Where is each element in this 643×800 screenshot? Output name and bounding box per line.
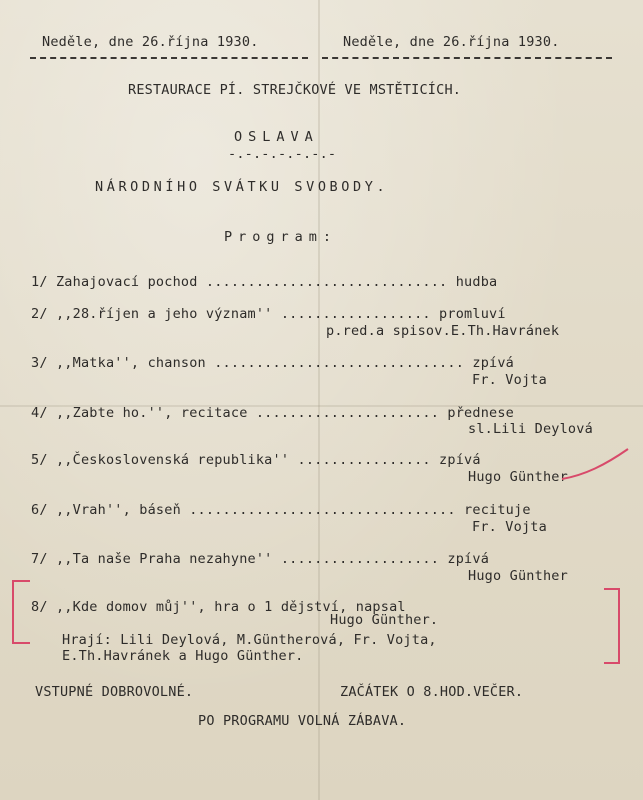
program-item-3-performer: Fr. Vojta <box>472 372 547 388</box>
program-item-2-performer: p.red.a spisov.E.Th.Havránek <box>326 323 560 339</box>
program-item-6: 6/ ,,Vrah'', báseň ................................ recituje <box>31 502 531 518</box>
program-item-2: 2/ ,,28.říjen a jeho význam'' .................. promluví <box>31 306 506 322</box>
program-item-8-cast: Hrají: Lili Deylová, M.Güntherová, Fr. Vojta, <box>62 632 437 648</box>
program-item-3: 3/ ,,Matka'', chanson .............................. zpívá <box>31 355 515 371</box>
program-item-8-cast-cont: E.Th.Havránek a Hugo Günther. <box>62 648 304 664</box>
date-right-underline <box>322 57 612 59</box>
date-right: Neděle, dne 26.října 1930. <box>343 34 560 50</box>
program-item-1: 1/ Zahajovací pochod ............................. hudba <box>31 274 498 290</box>
program-item-8-author: Hugo Günther. <box>330 612 439 628</box>
program-item-5: 5/ ,,Československá republika'' ................ zpívá <box>31 452 481 468</box>
program-item-7-performer: Hugo Günther <box>468 568 568 584</box>
paper-fold-vertical <box>318 0 320 800</box>
event-title: OSLAVA <box>234 129 319 145</box>
date-left-underline <box>30 57 308 59</box>
event-subtitle: NÁRODNÍHO SVÁTKU SVOBODY. <box>95 179 389 195</box>
red-bracket-right <box>604 588 620 664</box>
program-item-4: 4/ ,,Zabte ho.'', recitace ...................... přednese <box>31 405 515 421</box>
start-time-text: ZAČÁTEK O 8.HOD.VEČER. <box>340 684 524 700</box>
program-item-5-performer: Hugo Günther <box>468 469 568 485</box>
date-left: Neděle, dne 26.října 1930. <box>42 34 259 50</box>
program-item-4-performer: sl.Lili Deylová <box>468 421 593 437</box>
title-ornament: -.-.-.-.-.-.- <box>228 146 337 162</box>
after-program-text: PO PROGRAMU VOLNÁ ZÁBAVA. <box>198 713 407 729</box>
admission-text: VSTUPNÉ DOBROVOLNÉ. <box>35 684 194 700</box>
program-item-6-performer: Fr. Vojta <box>472 519 547 535</box>
red-pencil-stroke <box>560 445 630 485</box>
program-item-7: 7/ ,,Ta naše Praha nezahyne'' ................... zpívá <box>31 551 490 567</box>
program-heading: Program: <box>224 229 338 245</box>
program-item-8: 8/ ,,Kde domov můj'', hra o 1 dějství, napsal <box>31 599 406 615</box>
venue-line: RESTAURACE PÍ. STREJČKOVÉ VE MSTĚTICÍCH. <box>128 82 462 98</box>
red-bracket-left <box>12 580 30 644</box>
